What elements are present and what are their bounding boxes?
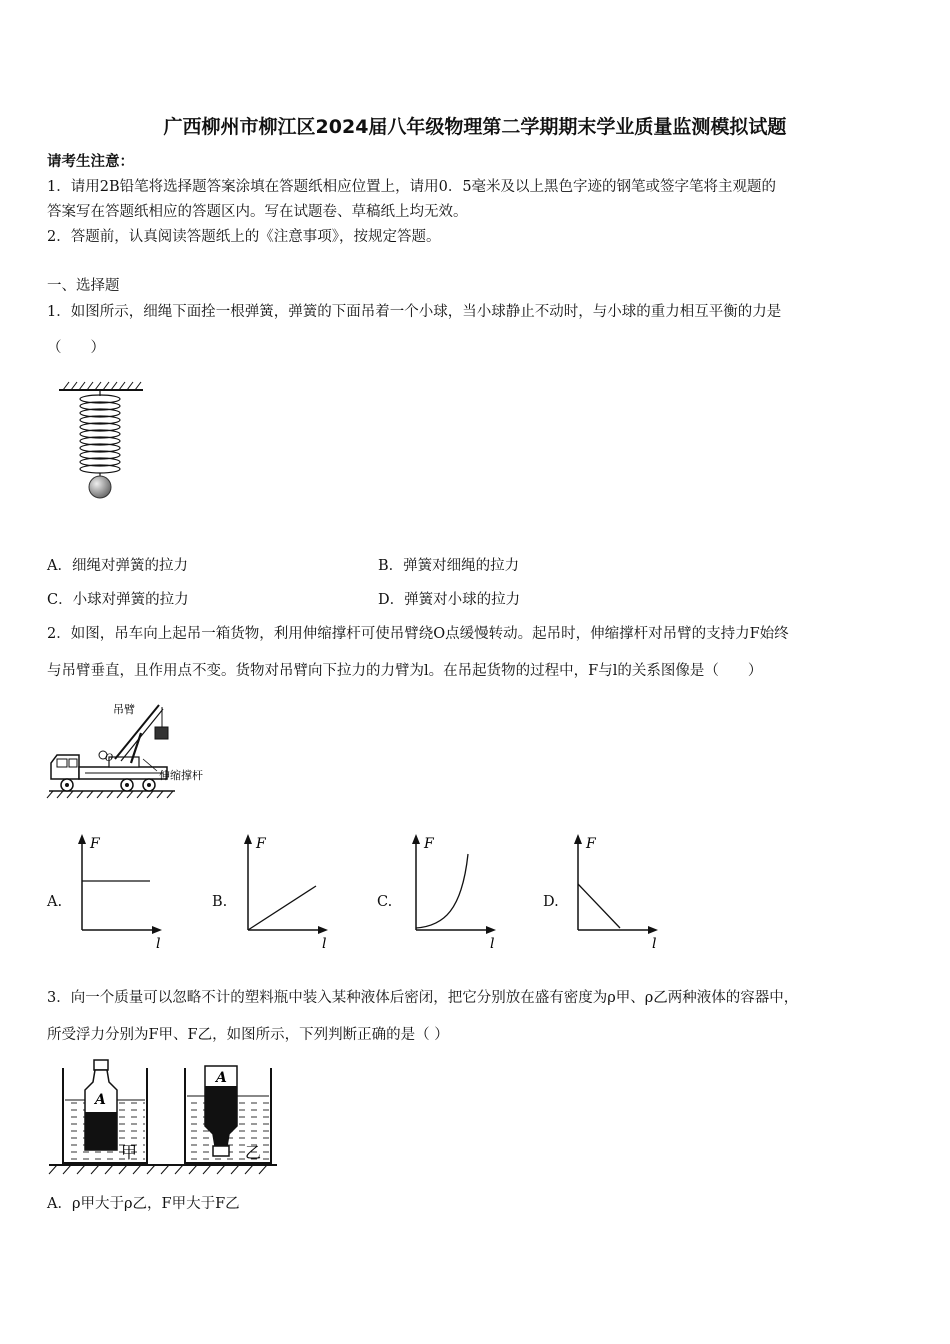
q1-option-c: C．小球对弹簧的拉力	[47, 592, 189, 608]
crane-arm-label: 吊臂	[113, 703, 135, 716]
q2-stem-line-1: 2．如图，吊车向上起吊一箱货物，利用伸缩撑杆可使吊臂绕O点缓慢转动。起吊时，伸缩撑杆对吊臂的支持力F始终	[47, 626, 789, 642]
q2-graph-b	[236, 830, 336, 950]
q2-option-b-label: B.	[212, 894, 228, 910]
q2-graph-d	[566, 830, 666, 950]
q3-bottles-figure	[45, 1058, 285, 1183]
q1-option-d: D．弹簧对小球的拉力	[378, 592, 521, 608]
q1-stem: 1．如图所示，细绳下面拴一根弹簧，弹簧的下面吊着一个小球，当小球静止不动时，与小球的重力相互平衡的力是	[47, 304, 782, 320]
notice-line-2: 2．答题前，认真阅读答题纸上的《注意事项》，按规定答题。	[47, 229, 441, 245]
right-bottle-label: A	[216, 1070, 227, 1086]
graph-c-y-label: F	[424, 836, 434, 852]
q1-spring-figure	[55, 380, 150, 500]
q1-option-a: A．细绳对弹簧的拉力	[47, 558, 188, 574]
crane-strut-label: 伸缩撑杆	[159, 769, 203, 782]
q2-option-c-label: C.	[377, 894, 393, 910]
q3-stem-line-1: 3．向一个质量可以忽略不计的塑料瓶中装入某种液体后密闭，把它分别放在盛有密度为ρ甲、ρ乙两种液体的容器中，	[47, 990, 799, 1006]
right-container-label: 乙	[245, 1143, 262, 1162]
crane-pivot-label: O	[105, 753, 114, 764]
q3-option-a: A．ρ甲大于ρ乙，F甲大于F乙	[47, 1196, 240, 1212]
q2-graph-c	[404, 830, 504, 950]
left-container-label: 甲	[121, 1143, 138, 1162]
q3-stem-line-2: 所受浮力分别为F甲、F乙，如图所示，下列判断正确的是（ ）	[47, 1027, 449, 1043]
q2-option-d-label: D.	[543, 894, 559, 910]
q2-option-a-label: A.	[47, 894, 63, 910]
q1-paren: （ ）	[47, 340, 105, 356]
graph-d-y-label: F	[586, 836, 596, 852]
q1-option-b: B．弹簧对细绳的拉力	[378, 558, 520, 574]
graph-a-x-label: l	[156, 936, 161, 950]
notice-heading: 请考生注意：	[47, 153, 134, 170]
left-bottle-label: A	[95, 1092, 106, 1108]
graph-b-x-label: l	[322, 936, 327, 950]
graph-c-x-label: l	[490, 936, 495, 950]
q2-stem-line-2: 与吊臂垂直，且作用点不变。货物对吊臂向下拉力的力臂为l。在吊起货物的过程中，F与l的关系图像是（ ）	[47, 663, 763, 679]
graph-a-y-label: F	[90, 836, 100, 852]
section-heading: 一、选择题	[47, 278, 120, 294]
q2-graph-a	[70, 830, 170, 950]
graph-b-y-label: F	[256, 836, 266, 852]
q2-crane-figure	[45, 697, 225, 802]
notice-line-1: 1．请用2B铅笔将选择题答案涂填在答题纸相应位置上，请用0．5毫米及以上黑色字迹的钢笔或签字笔将主观题的	[47, 179, 777, 195]
page-title: 广西柳州市柳江区2024届八年级物理第二学期期末学业质量监测模拟试题	[163, 116, 787, 138]
graph-d-x-label: l	[652, 936, 657, 950]
notice-line-1b: 答案写在答题纸相应的答题区内。写在试题卷、草稿纸上均无效。	[47, 204, 468, 220]
